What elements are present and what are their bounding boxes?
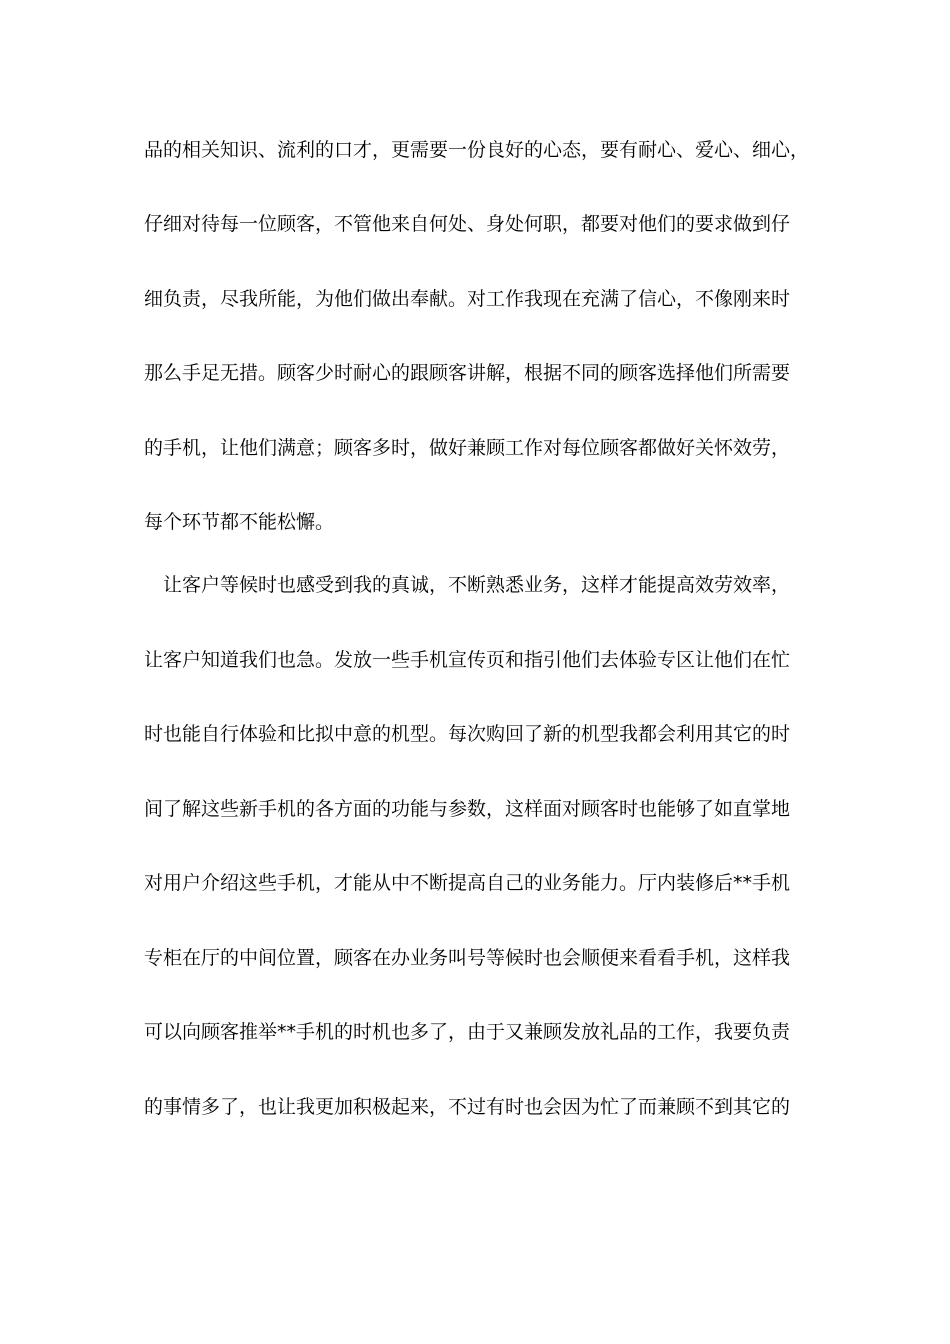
text-line: 仔细对待每一位顾客，不管他来自何处、身处何职，都要对他们的要求做到仔 [144,213,791,235]
text-line: 细负责，尽我所能，为他们做出奉献。对工作我现在充满了信心，不像刚来时 [144,288,791,310]
text-line: 专柜在厅的中间位置，顾客在办业务叫号等候时也会顺便来看看手机，这样我 [144,947,791,969]
text-line-indented: 让客户等候时也感受到我的真诚，不断熟悉业务，这样才能提高效劳效率， [163,574,791,596]
text-line: 那么手足无措。顾客少时耐心的跟顾客讲解，根据不同的顾客选择他们所需要 [144,362,791,384]
text-line: 让客户知道我们也急。发放一些手机宣传页和指引他们去体验专区让他们在忙 [144,649,791,671]
text-line: 可以向顾客推举**手机的时机也多了，由于又兼顾发放礼品的工作，我要负责 [144,1021,791,1043]
text-line: 每个环节都不能松懈。 [144,511,335,533]
text-line: 的手机，让他们满意；顾客多时，做好兼顾工作对每位顾客都做好关怀效劳， [144,437,791,459]
text-line: 间了解这些新手机的各方面的功能与参数，这样面对顾客时也能够了如直掌地 [144,798,791,820]
text-line: 时也能自行体验和比拟中意的机型。每次购回了新的机型我都会利用其它的时 [144,723,791,745]
text-line: 品的相关知识、流利的口才，更需要一份良好的心态，要有耐心、爱心、细心， [144,139,810,161]
text-line: 的事情多了，也让我更加积极起来，不过有时也会因为忙了而兼顾不到其它的 [144,1096,791,1118]
text-line: 对用户介绍这些手机，才能从中不断提高自己的业务能力。厅内装修后**手机 [144,872,791,894]
